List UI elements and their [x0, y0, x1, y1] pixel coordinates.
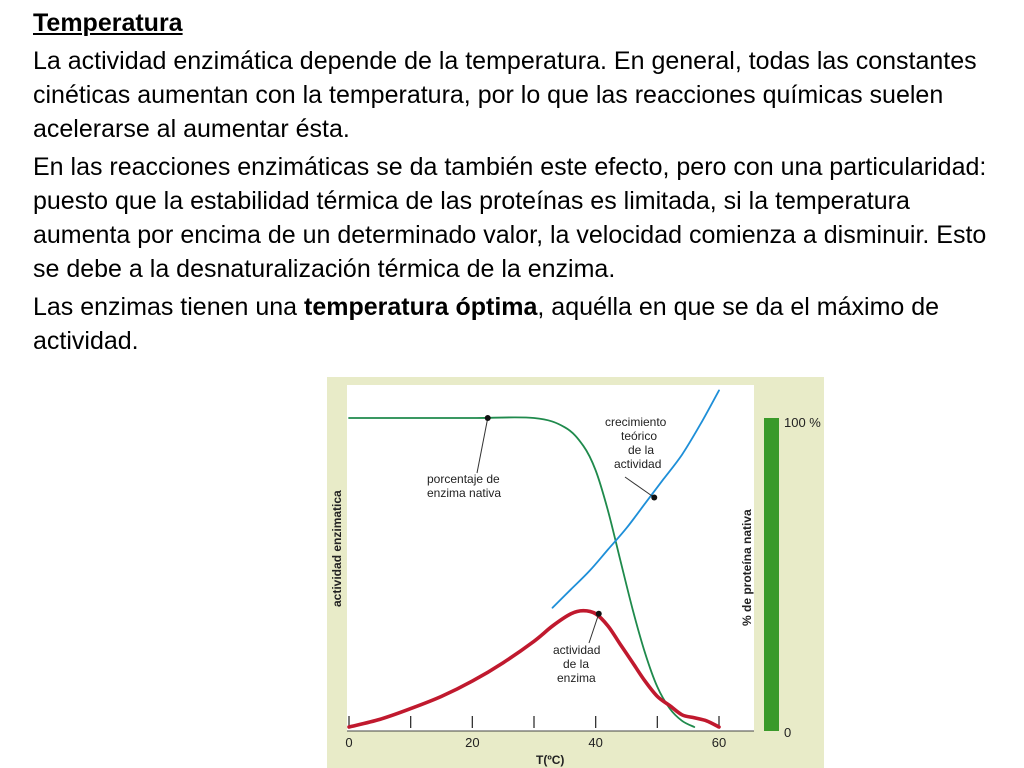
annotation-activity-line-2: de la	[563, 657, 590, 671]
optimal-temperature-text-end: , aquélla en que se da el máximo de actividad.	[33, 293, 940, 355]
optimal-temperature-text-start: Las enzimas tienen una	[33, 293, 305, 321]
x-tick-label-40: 40	[588, 735, 603, 750]
y-axis-title: actividad enzimatica	[330, 490, 344, 607]
annotation-theoretical-line-4: actividad	[614, 457, 662, 471]
x-tick-label-60: 60	[711, 735, 727, 750]
annotation-theoretical-line-2: teórico	[621, 429, 658, 443]
annotation-theoretical-line-1: crecimiento	[605, 415, 667, 429]
native-enzyme-marker	[485, 415, 491, 421]
enzyme-activity-marker	[596, 611, 602, 617]
optimal-temperature-term: temperatura óptima	[304, 293, 538, 321]
right-axis-title: % de proteína nativa	[740, 509, 754, 626]
annotation-native-line-1: porcentaje de	[427, 472, 500, 486]
theoretical-activity-marker	[651, 495, 657, 501]
paragraph-activity-temperature: La actividad enzimática depende de la temperatura. En general, todas las constantes cinéticas aumentan con la temperatura, por lo que las reacciones químicas suelen acelerarse al aumentar ésta.	[33, 47, 977, 143]
right-axis-top-label: 100 %	[784, 415, 821, 430]
annotation-activity-line-1: actividad	[553, 643, 601, 657]
temperature-activity-chart	[327, 377, 824, 768]
slide-title: Temperatura	[33, 9, 183, 37]
slide-body	[33, 6, 993, 362]
paragraph-thermal-stability: En las reacciones enzimáticas se da también este efecto, pero con una particularidad: puesto que la estabilidad térmica de las proteínas es limitada, si la temperatura aumenta por encima de un determinado valor, la velocidad comienza a disminuir. Esto se debe a la desnaturalización térmica de la enzima.	[33, 153, 987, 283]
right-axis-bottom-label: 0	[784, 725, 792, 740]
annotation-activity-line-3: enzima	[557, 671, 596, 685]
temperature-activity-figure	[327, 377, 824, 768]
x-tick-label-0: 0	[345, 735, 353, 750]
annotation-theoretical-line-3: de la	[628, 443, 655, 457]
paragraph-optimal-temperature	[33, 290, 993, 358]
x-axis-title: T(ºC)	[536, 753, 565, 767]
native-protein-bar	[764, 418, 779, 731]
annotation-native-line-2: enzima nativa	[427, 486, 502, 500]
x-tick-label-20: 20	[465, 735, 480, 750]
